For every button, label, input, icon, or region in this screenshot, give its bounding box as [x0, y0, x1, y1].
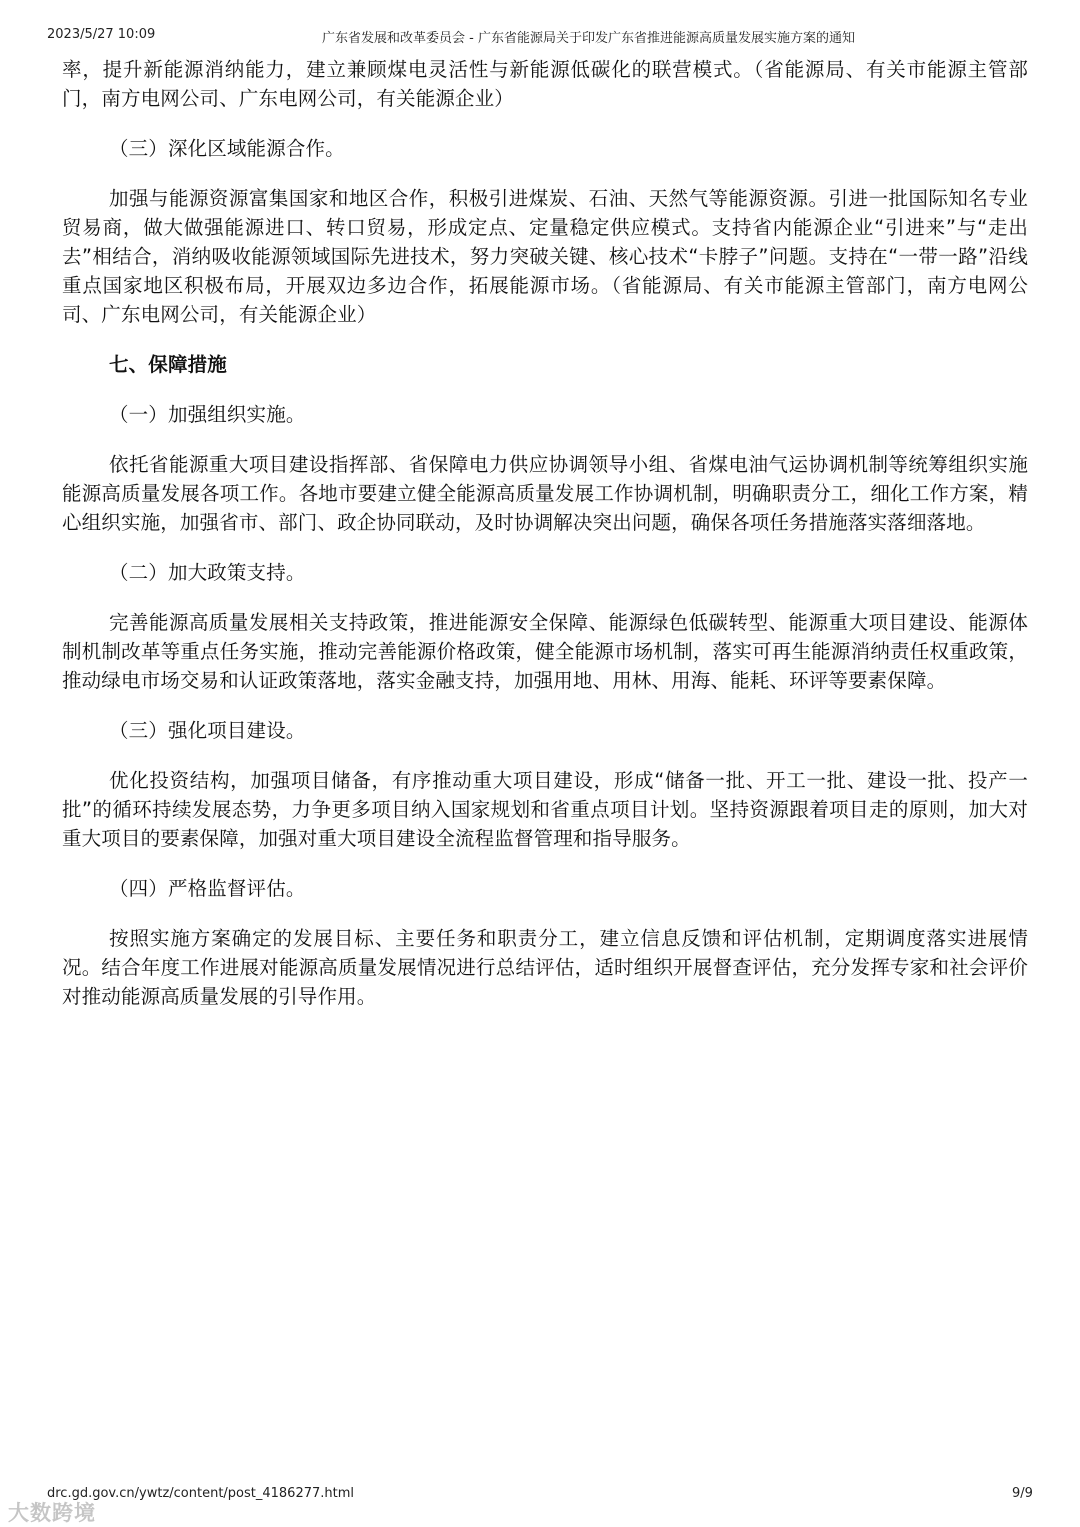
subheading-supervision: （四）严格监督评估。	[109, 877, 306, 900]
print-datetime: 2023/5/27 10:09	[47, 27, 156, 42]
paragraph-policy-support: 完善能源高质量发展相关支持政策，推进能源安全保障、能源绿色低碳转型、能源重大项目建设、能源体制机制改革等重点任务实施，推动完善能源价格政策，健全能源市场机制，落实可再生能源消纳责任权重政策，推动绿电市场交易和认证政策落地，落实金融支持，加强用地、用林、用海、能耗、环评等要素保障。	[62, 611, 1028, 692]
paragraph-organization: 依托省能源重大项目建设指挥部、省保障电力供应协调领导小组、省煤电油气运协调机制等统筹组织实施能源高质量发展各项工作。各地市要建立健全能源高质量发展工作协调机制，明确职责分工，细化工作方案，精心组织实施，加强省市、部门、政企协同联动，及时协调解决突出问题，确保各项任务措施落实落细落地。	[62, 453, 1028, 534]
subheading-regional-cooperation: （三）深化区域能源合作。	[109, 137, 345, 160]
page-header-title: 广东省发展和改革委员会 - 广东省能源局关于印发广东省推进能源高质量发展实施方案的通知	[322, 31, 855, 46]
paragraph-supervision: 按照实施方案确定的发展目标、主要任务和职责分工，建立信息反馈和评估机制，定期调度落实进展情况。结合年度工作进展对能源高质量发展情况进行总结评估，适时组织开展督查评估，充分发挥专家和社会评价对推动能源高质量发展的引导作用。	[62, 927, 1028, 1008]
section-heading-safeguards: 七、保障措施	[109, 353, 227, 376]
watermark-logo: 大数跨境	[8, 1501, 96, 1525]
paragraph-continuation: 率，提升新能源消纳能力，建立兼顾煤电灵活性与新能源低碳化的联营模式。（省能源局、有关市能源主管部门，南方电网公司、广东电网公司，有关能源企业）	[62, 58, 1028, 110]
paragraph-project-construction: 优化投资结构，加强项目储备，有序推动重大项目建设，形成“储备一批、开工一批、建设一批、投产一批”的循环持续发展态势，力争更多项目纳入国家规划和省重点项目计划。坚持资源跟着项目走的原则，加大对重大项目的要素保障，加强对重大项目建设全流程监督管理和指导服务。	[62, 769, 1028, 850]
paragraph-regional-cooperation: 加强与能源资源富集国家和地区合作，积极引进煤炭、石油、天然气等能源资源。引进一批国际知名专业贸易商，做大做强能源进口、转口贸易，形成定点、定量稳定供应模式。支持省内能源企业“引进来”与“走出去”相结合，消纳吸收能源领域国际先进技术，努力突破关键、核心技术“卡脖子”问题。支持在“一带一路”沿线重点国家地区积极布局，开展双边多边合作，拓展能源市场。（省能源局、有关市能源主管部门，南方电网公司、广东电网公司，有关能源企业）	[62, 187, 1028, 326]
subheading-project-construction: （三）强化项目建设。	[109, 719, 306, 742]
footer-url: drc.gd.gov.cn/ywtz/content/post_4186277.html	[47, 1486, 355, 1501]
page-number: 9/9	[1012, 1486, 1033, 1501]
subheading-organization: （一）加强组织实施。	[109, 403, 306, 426]
document-body	[62, 55, 1028, 1011]
subheading-policy-support: （二）加大政策支持。	[109, 561, 306, 584]
